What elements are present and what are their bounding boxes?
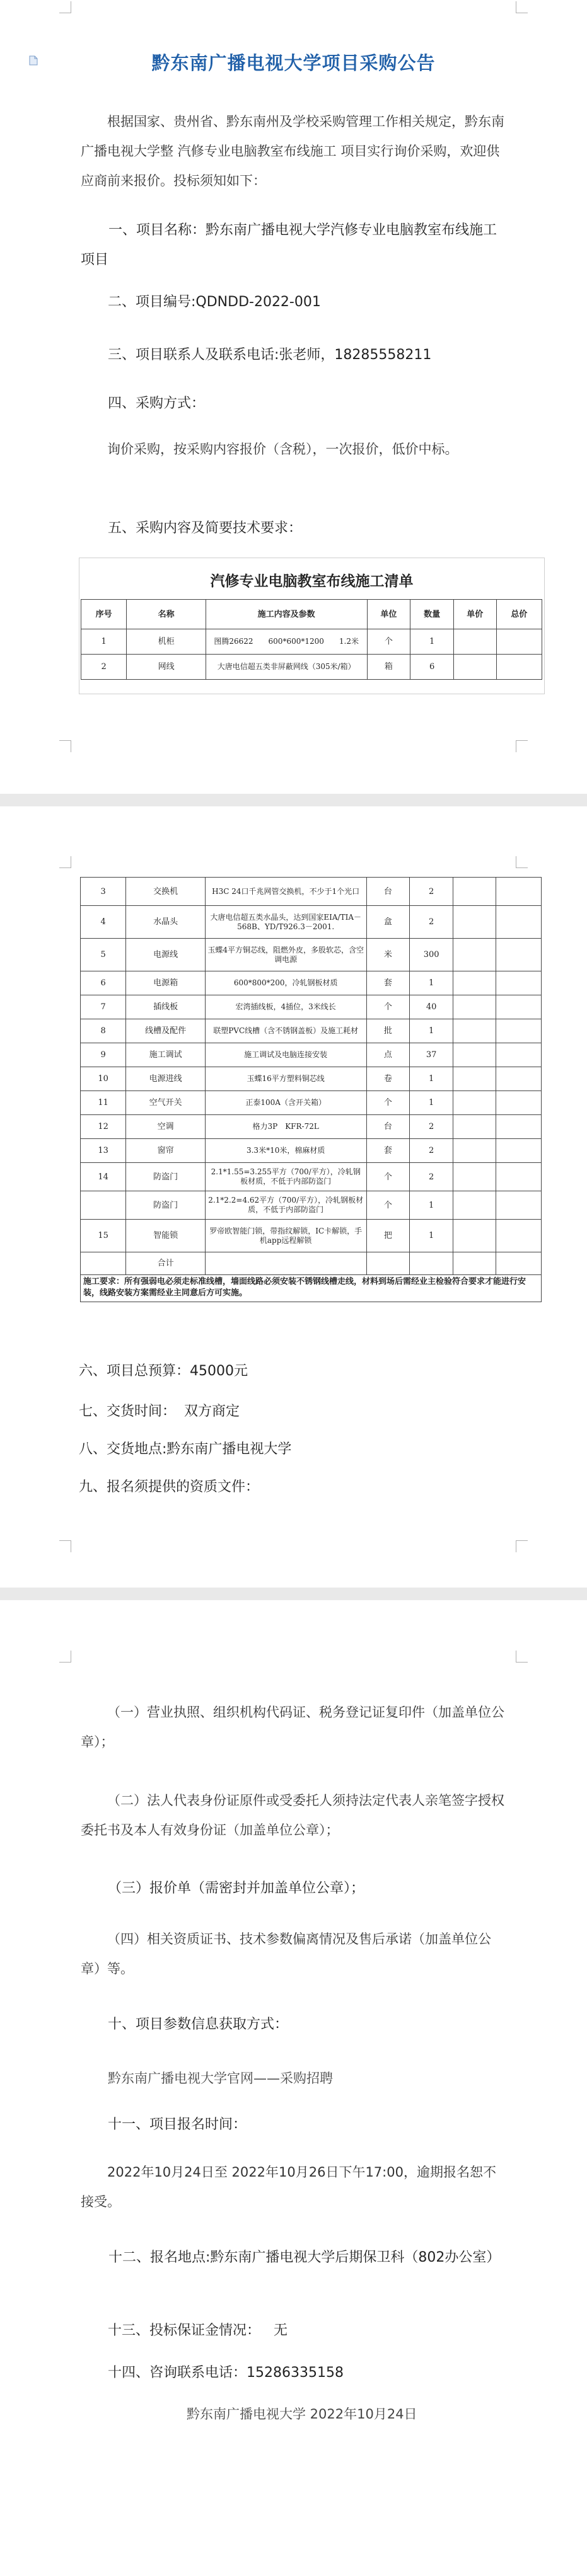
table-cell	[496, 655, 542, 680]
table-title: 汽修专业电脑教室布线施工清单	[210, 573, 414, 590]
table-row	[81, 1091, 542, 1115]
qualification-item-3: （三）报价单（需密封并加盖单位公章）；	[108, 1880, 365, 1896]
table-cell	[496, 1019, 541, 1043]
section-info-source: 十、项目参数信息获取方式：	[108, 2017, 289, 2032]
intro-paragraph: 根据国家、贵州省、黔东南州及学校采购管理工作相关规定，黔东南广播电视大学整 汽修专业电脑教室布线施工 项目实行询价采购，欢迎供应商前来报价。投标须知如下：	[81, 114, 504, 188]
delivery-time-value: 双方商定	[184, 1404, 240, 1419]
info-source-body: 黔东南广播电视大学官网——采购招聘	[108, 2071, 333, 2086]
table-cell	[496, 1115, 541, 1139]
table-cell	[453, 906, 496, 939]
section-project-name	[81, 215, 504, 275]
purchase-table-part2	[79, 877, 543, 1302]
table-row	[81, 1163, 542, 1191]
table-cell: 空调	[126, 1115, 205, 1139]
table-cell	[496, 878, 541, 906]
header-cell: 名称	[127, 600, 206, 629]
table-cell	[496, 1252, 541, 1275]
table-cell: 玉蝶4平方铜芯线，阻燃外皮，多股软芯，含空调电源	[205, 939, 366, 971]
table-cell: 10	[81, 1067, 126, 1091]
table-cell: 2.1*1.55=3.255平方（700/平方），冷轧钢板材质，不低于内部防盗门	[205, 1163, 366, 1191]
table-cell: 2	[410, 1163, 453, 1191]
table-cell: 300	[410, 939, 453, 971]
table-cell: 14	[81, 1163, 126, 1191]
table-cell: 宏湾插线板，4插位，3米线长	[205, 995, 366, 1019]
table-cell	[453, 1252, 496, 1275]
table-cell: 线槽及配件	[126, 1019, 205, 1043]
table-cell: 智能锁	[126, 1220, 205, 1252]
table-cell: 个	[366, 995, 410, 1019]
table-cell: 6	[410, 655, 454, 680]
table-cell: 格力3P KFR-72L	[205, 1115, 366, 1139]
table-cell: 13	[81, 1139, 126, 1163]
crop-mark	[59, 1651, 71, 1663]
header-cell: 总价	[496, 600, 542, 629]
table-cell: 施工调试	[126, 1043, 205, 1067]
crop-mark	[516, 1540, 528, 1552]
table-row	[81, 1252, 542, 1275]
table-row	[81, 1139, 542, 1163]
crop-mark	[516, 1651, 528, 1663]
table-cell	[453, 995, 496, 1019]
table-cell	[81, 1191, 126, 1220]
table-row	[81, 655, 542, 680]
section-contact: 三、项目联系人及联系电话:张老师，18285558211	[108, 347, 432, 363]
table-cell: 2	[410, 878, 453, 906]
qualification-item-2: （二）法人代表身份证原件或受委托人须持法定代表人亲笔签字授权委托书及本人有效身份证（加盖单位公章）；	[81, 1793, 504, 1838]
table-cell: 机柜	[127, 629, 206, 655]
table-row	[81, 1191, 542, 1220]
table-cell	[81, 1252, 126, 1275]
table-cell: 窗帘	[126, 1139, 205, 1163]
table-cell	[366, 1252, 410, 1275]
table-cell: 1	[81, 629, 127, 655]
table-cell: 箱	[367, 655, 410, 680]
table-cell: 大唐电信超五类非屏蔽网线（305米/箱）	[206, 655, 367, 680]
signature-line: 黔东南广播电视大学 2022年10月24日	[187, 2407, 417, 2422]
table-cell	[496, 629, 542, 655]
table-cell: 15	[81, 1220, 126, 1252]
qualification-item-4: （四）相关资质证书、技术参数偏离情况及售后承诺（加盖单位公章）等。	[81, 1932, 491, 1976]
table-cell	[453, 1115, 496, 1139]
table-cell: 5	[81, 939, 126, 971]
delivery-time-label: 七、交货时间：	[79, 1404, 177, 1419]
table-row	[81, 878, 542, 906]
table-row	[81, 1067, 542, 1091]
table-cell	[453, 1067, 496, 1091]
table-cell	[496, 1191, 541, 1220]
table-cell: 卷	[366, 1067, 410, 1091]
table-cell: 个	[366, 1191, 410, 1220]
table-cell: 套	[366, 1139, 410, 1163]
table-row	[81, 971, 542, 995]
table-cell: 批	[366, 1019, 410, 1043]
registration-time-body: 2022年10月24日至 2022年10月26日下午17:00，逾期报名恕不接受。	[81, 2165, 496, 2209]
table-cell: 12	[81, 1115, 126, 1139]
table-cell: 600*800*200，冷轧钢板材质	[205, 971, 366, 995]
table-cell	[496, 1043, 541, 1067]
section-deposit	[108, 2320, 288, 2342]
deposit-label: 十三、投标保证金情况：	[108, 2323, 261, 2338]
table-cell: 6	[81, 971, 126, 995]
table-cell	[453, 1191, 496, 1220]
table-cell: 个	[366, 1091, 410, 1115]
section-content-requirements: 五、采购内容及简要技术要求：	[108, 520, 303, 536]
crop-mark	[516, 740, 528, 752]
table-cell: 1	[410, 971, 453, 995]
crop-mark	[59, 1540, 71, 1552]
table-cell: 网线	[127, 655, 206, 680]
table-cell	[496, 1139, 541, 1163]
table-cell: 个	[366, 1163, 410, 1191]
table-cell: 8	[81, 1019, 126, 1043]
table-cell	[453, 1043, 496, 1067]
table-cell	[496, 1220, 541, 1252]
table-cell: 套	[366, 971, 410, 995]
crop-mark	[59, 856, 71, 868]
page-title: 黔东南广播电视大学项目采购公告	[151, 52, 436, 74]
header-cell: 单位	[367, 600, 410, 629]
table-cell	[453, 1220, 496, 1252]
table-cell: 玉蝶16平方塑料铜芯线	[205, 1067, 366, 1091]
table-cell: 水晶头	[126, 906, 205, 939]
section-registration-place: 十二、报名地点:黔东南广播电视大学后期保卫科（802办公室）	[108, 2250, 501, 2265]
section-text: 一、项目名称：黔东南广播电视大学汽修专业电脑教室布线施工项目	[81, 222, 497, 268]
table-row	[81, 1019, 542, 1043]
table-cell	[496, 939, 541, 971]
table-cell	[410, 1252, 453, 1275]
table-cell: 交换机	[126, 878, 205, 906]
table-row	[81, 1043, 542, 1067]
table-cell: 正泰100A（含开关箱）	[205, 1091, 366, 1115]
header-cell: 单价	[454, 600, 497, 629]
table-cell: 台	[366, 1115, 410, 1139]
table-cell: 2.1*2.2=4.62平方（700/平方），冷轧钢板材质，不低于内部防盗门	[205, 1191, 366, 1220]
table-cell: 台	[366, 878, 410, 906]
table-cell	[454, 655, 497, 680]
table-cell: 防盗门	[126, 1191, 205, 1220]
table-cell: 盒	[366, 906, 410, 939]
table-cell	[205, 1252, 366, 1275]
table-cell: 1	[410, 1220, 453, 1252]
deposit-value: 无	[274, 2323, 288, 2338]
section-project-number: 二、项目编号:QDNDD-2022-001	[108, 294, 321, 310]
header-cell: 施工内容及参数	[206, 600, 367, 629]
table-row	[81, 1115, 542, 1139]
table-cell: 1	[410, 629, 454, 655]
table-cell: 把	[366, 1220, 410, 1252]
table-cell: 4	[81, 906, 126, 939]
table-cell: 电源箱	[126, 971, 205, 995]
table-cell: 37	[410, 1043, 453, 1067]
table-cell: 7	[81, 995, 126, 1019]
table-row	[81, 995, 542, 1019]
table-cell: H3C 24口千兆网管交换机，不少于1个光口	[205, 878, 366, 906]
table-cell	[453, 971, 496, 995]
section-delivery-time	[79, 1401, 240, 1423]
crop-mark	[516, 1, 528, 13]
purchase-table	[81, 599, 542, 680]
table-cell: 1	[410, 1019, 453, 1043]
table-cell	[453, 1139, 496, 1163]
table-cell	[453, 1163, 496, 1191]
table-row	[81, 939, 542, 971]
crop-mark	[59, 740, 71, 752]
table-cell: 1	[410, 1191, 453, 1220]
purchase-table-part1	[79, 558, 545, 694]
table-header-row	[81, 600, 542, 629]
table-cell: 电源线	[126, 939, 205, 971]
page-1	[0, 0, 587, 794]
crop-mark	[516, 856, 528, 868]
table-cell	[454, 629, 497, 655]
page-3	[0, 1600, 587, 2576]
table-cell: 个	[367, 629, 410, 655]
section-qualification: 九、报名须提供的资质文件：	[79, 1479, 260, 1495]
table-cell	[453, 1019, 496, 1043]
table-cell: 罗帝欧智能门锁，带指纹解锁，IC卡解锁，手机app远程解锁	[205, 1220, 366, 1252]
table-cell: 1	[410, 1067, 453, 1091]
header-cell: 数量	[410, 600, 454, 629]
table-cell: 合计	[126, 1252, 205, 1275]
header-cell: 序号	[81, 600, 127, 629]
table-cell: 插线板	[126, 995, 205, 1019]
table-row	[81, 1220, 542, 1252]
table-row	[81, 906, 542, 939]
table-cell: 点	[366, 1043, 410, 1067]
table-cell	[496, 1067, 541, 1091]
purchase-table-continued	[80, 877, 542, 1275]
page-2	[0, 806, 587, 1588]
section-registration-time: 十一、项目报名时间：	[108, 2117, 247, 2132]
table-cell	[496, 1091, 541, 1115]
table-cell: 米	[366, 939, 410, 971]
table-cell: 3.3米*10米，棉麻材质	[205, 1139, 366, 1163]
section-delivery-place: 八、交货地点:黔东南广播电视大学	[79, 1441, 292, 1457]
table-cell: 电源进线	[126, 1067, 205, 1091]
table-cell: 40	[410, 995, 453, 1019]
table-cell	[496, 995, 541, 1019]
table-row	[81, 629, 542, 655]
table-cell	[453, 939, 496, 971]
table-cell	[453, 1091, 496, 1115]
crop-mark	[59, 1, 71, 13]
construction-note: 施工要求：所有强弱电必须走标准线槽，墙面线路必须安装不锈钢线槽走线，材料到场后需经业主检验符合要求才能进行安装，线路安装方案需经业主同意后方可实施。	[80, 1275, 542, 1302]
table-cell: 大唐电信超五类水晶头，达到国家EIA/TIA－568B、YD/T926.3－2001.	[205, 906, 366, 939]
section-consult-phone: 十四、咨询联系电话：15286335158	[108, 2365, 344, 2381]
table-cell: 9	[81, 1043, 126, 1067]
table-cell: 空气开关	[126, 1091, 205, 1115]
table-cell: 1	[410, 1091, 453, 1115]
table-cell: 施工调试及电脑连接安装	[205, 1043, 366, 1067]
table-cell	[496, 971, 541, 995]
table-cell: 2	[81, 655, 127, 680]
table-cell: 防盗门	[126, 1163, 205, 1191]
table-cell	[496, 906, 541, 939]
table-cell: 2	[410, 1115, 453, 1139]
table-cell: 联塑PVC线槽（含不锈钢盖板）及施工耗材	[205, 1019, 366, 1043]
table-cell: 11	[81, 1091, 126, 1115]
section-procurement-method: 四、采购方式：	[108, 396, 206, 411]
procurement-method-body: 询价采购，按采购内容报价（含税），一次报价，低价中标。	[107, 442, 458, 457]
table-cell: 2	[410, 906, 453, 939]
table-cell: 图腾26622 600*600*1200 1.2米	[206, 629, 367, 655]
table-cell	[453, 878, 496, 906]
section-budget: 六、项目总预算：45000元	[79, 1363, 248, 1379]
table-cell	[496, 1163, 541, 1191]
table-cell: 2	[410, 1139, 453, 1163]
table-cell: 3	[81, 878, 126, 906]
qualification-item-1: （一）营业执照、组织机构代码证、税务登记证复印件（加盖单位公章）；	[81, 1705, 504, 1749]
